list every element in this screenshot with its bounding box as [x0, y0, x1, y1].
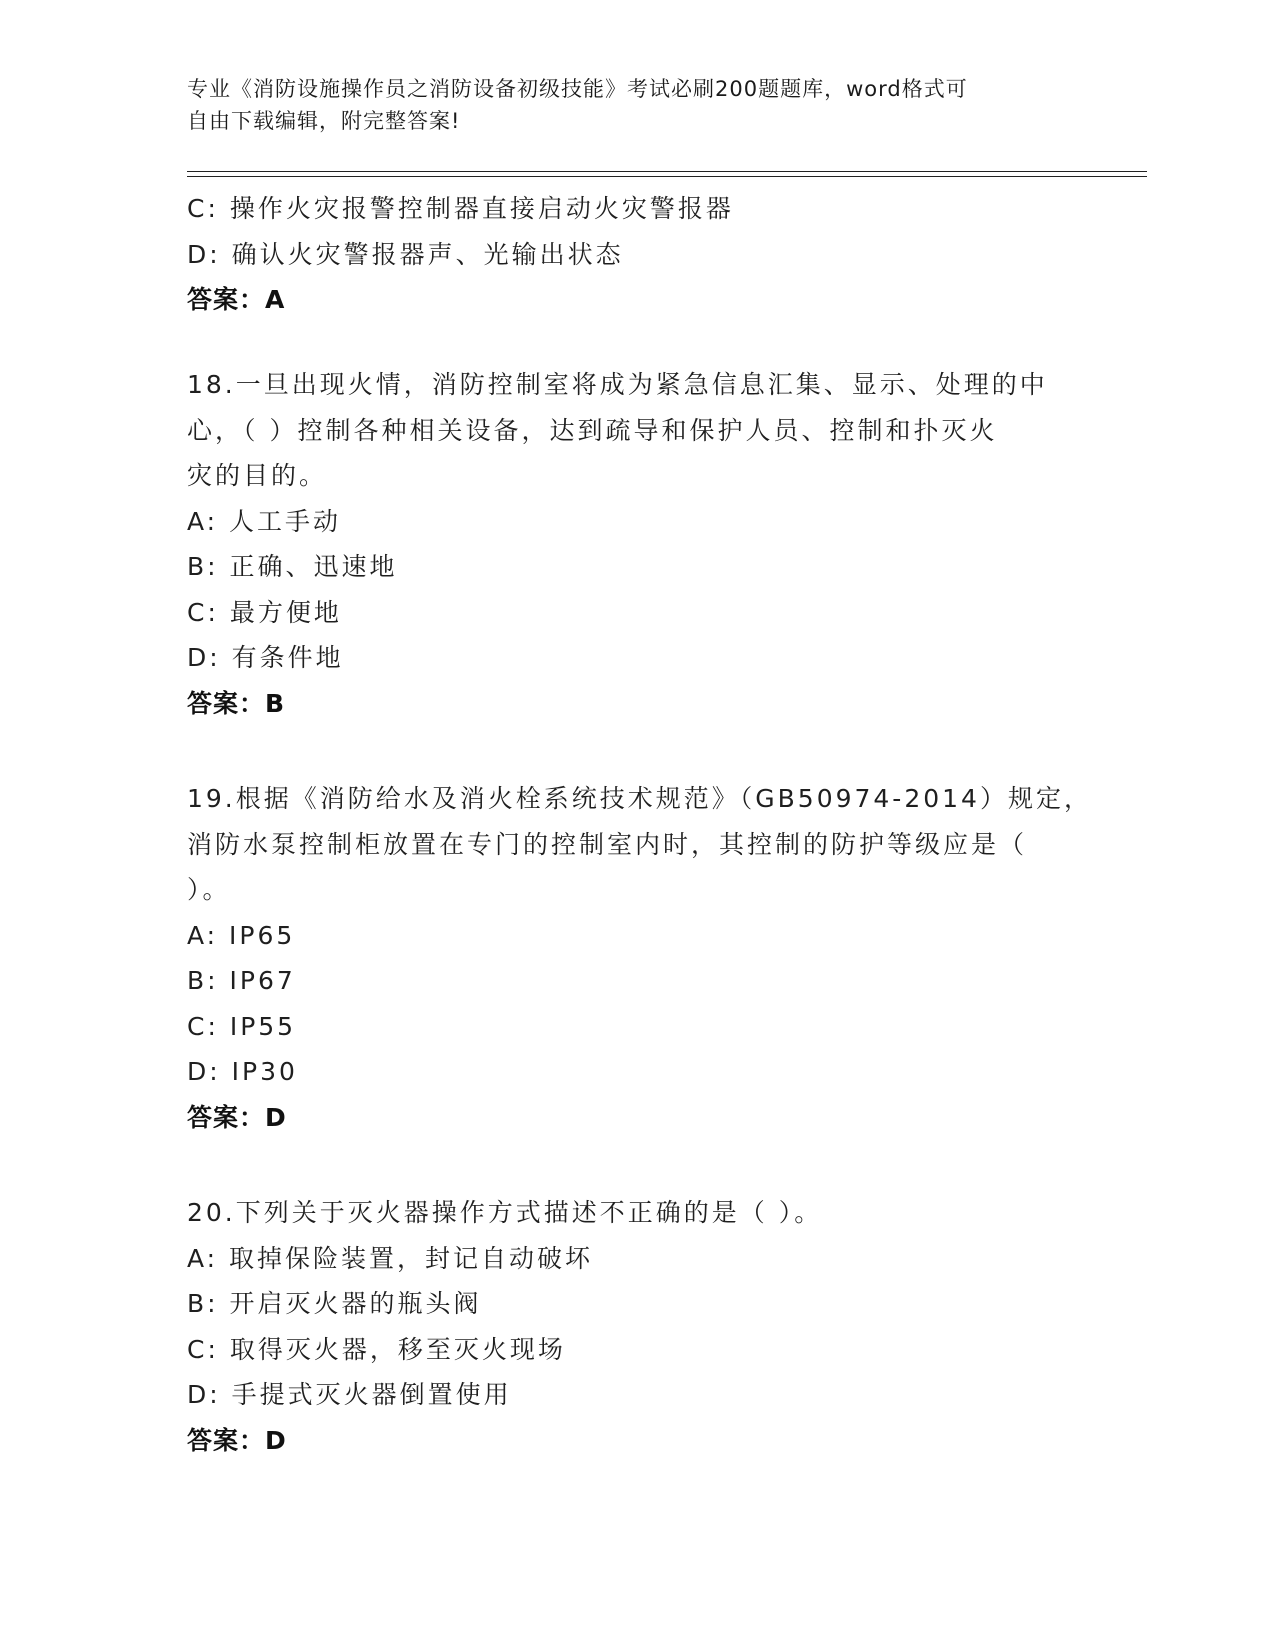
question-17-continuation [187, 186, 1087, 323]
option-c: C: 操作火灾报警控制器直接启动火灾警报器 [187, 194, 734, 223]
option-b: B: IP67 [187, 966, 296, 995]
option-c: C: 最方便地 [187, 597, 342, 627]
header-line-1: 专业《消防设施操作员之消防设备初级技能》考试必刷200题题库，word格式可 [187, 77, 968, 101]
header-divider-top [187, 171, 1147, 172]
question-19 [187, 776, 1092, 1140]
answer-line: 答案：D [187, 1425, 287, 1455]
option-d: D: 确认火灾警报器声、光输出状态 [187, 239, 624, 269]
option-b: B: 正确、迅速地 [187, 552, 398, 581]
question-18 [187, 362, 1087, 726]
answer-line: 答案：A [187, 285, 286, 314]
question-stem-line: 18.一旦出现火情，消防控制室将成为紧急信息汇集、显示、处理的中 [187, 370, 1048, 399]
answer-line: 答案：D [187, 1102, 287, 1132]
question-stem-line: 19.根据《消防给水及消火栓系统技术规范》（GB50974-2014）规定， [187, 784, 1092, 813]
question-stem-line: 20.下列关于灭火器操作方式描述不正确的是（ ）。 [187, 1198, 823, 1227]
option-d: D: IP30 [187, 1057, 298, 1086]
option-b: B: 开启灭火器的瓶头阀 [187, 1289, 482, 1318]
option-d: D: 手提式灭火器倒置使用 [187, 1380, 512, 1409]
question-stem-line: 心，（ ）控制各种相关设备，达到疏导和保护人员、控制和扑灭火 [187, 415, 998, 445]
question-stem-line: ）。 [187, 875, 231, 904]
answer-line: 答案：B [187, 688, 286, 718]
option-a: A: 人工手动 [187, 506, 342, 536]
option-a: A: 取掉保险装置，封记自动破坏 [187, 1243, 594, 1273]
option-c: C: 取得灭火器，移至灭火现场 [187, 1334, 566, 1364]
header-divider-bottom [187, 176, 1147, 177]
question-20 [187, 1190, 1087, 1463]
header-line-2: 自由下载编辑，附完整答案! [187, 109, 461, 133]
question-stem-line: 消防水泵控制柜放置在专门的控制室内时，其控制的防护等级应是（ [187, 829, 1028, 859]
option-a: A: IP65 [187, 920, 296, 950]
option-d: D: 有条件地 [187, 643, 344, 672]
question-stem-line: 灾的目的。 [187, 461, 328, 490]
document-header [187, 73, 1067, 137]
option-c: C: IP55 [187, 1011, 297, 1041]
